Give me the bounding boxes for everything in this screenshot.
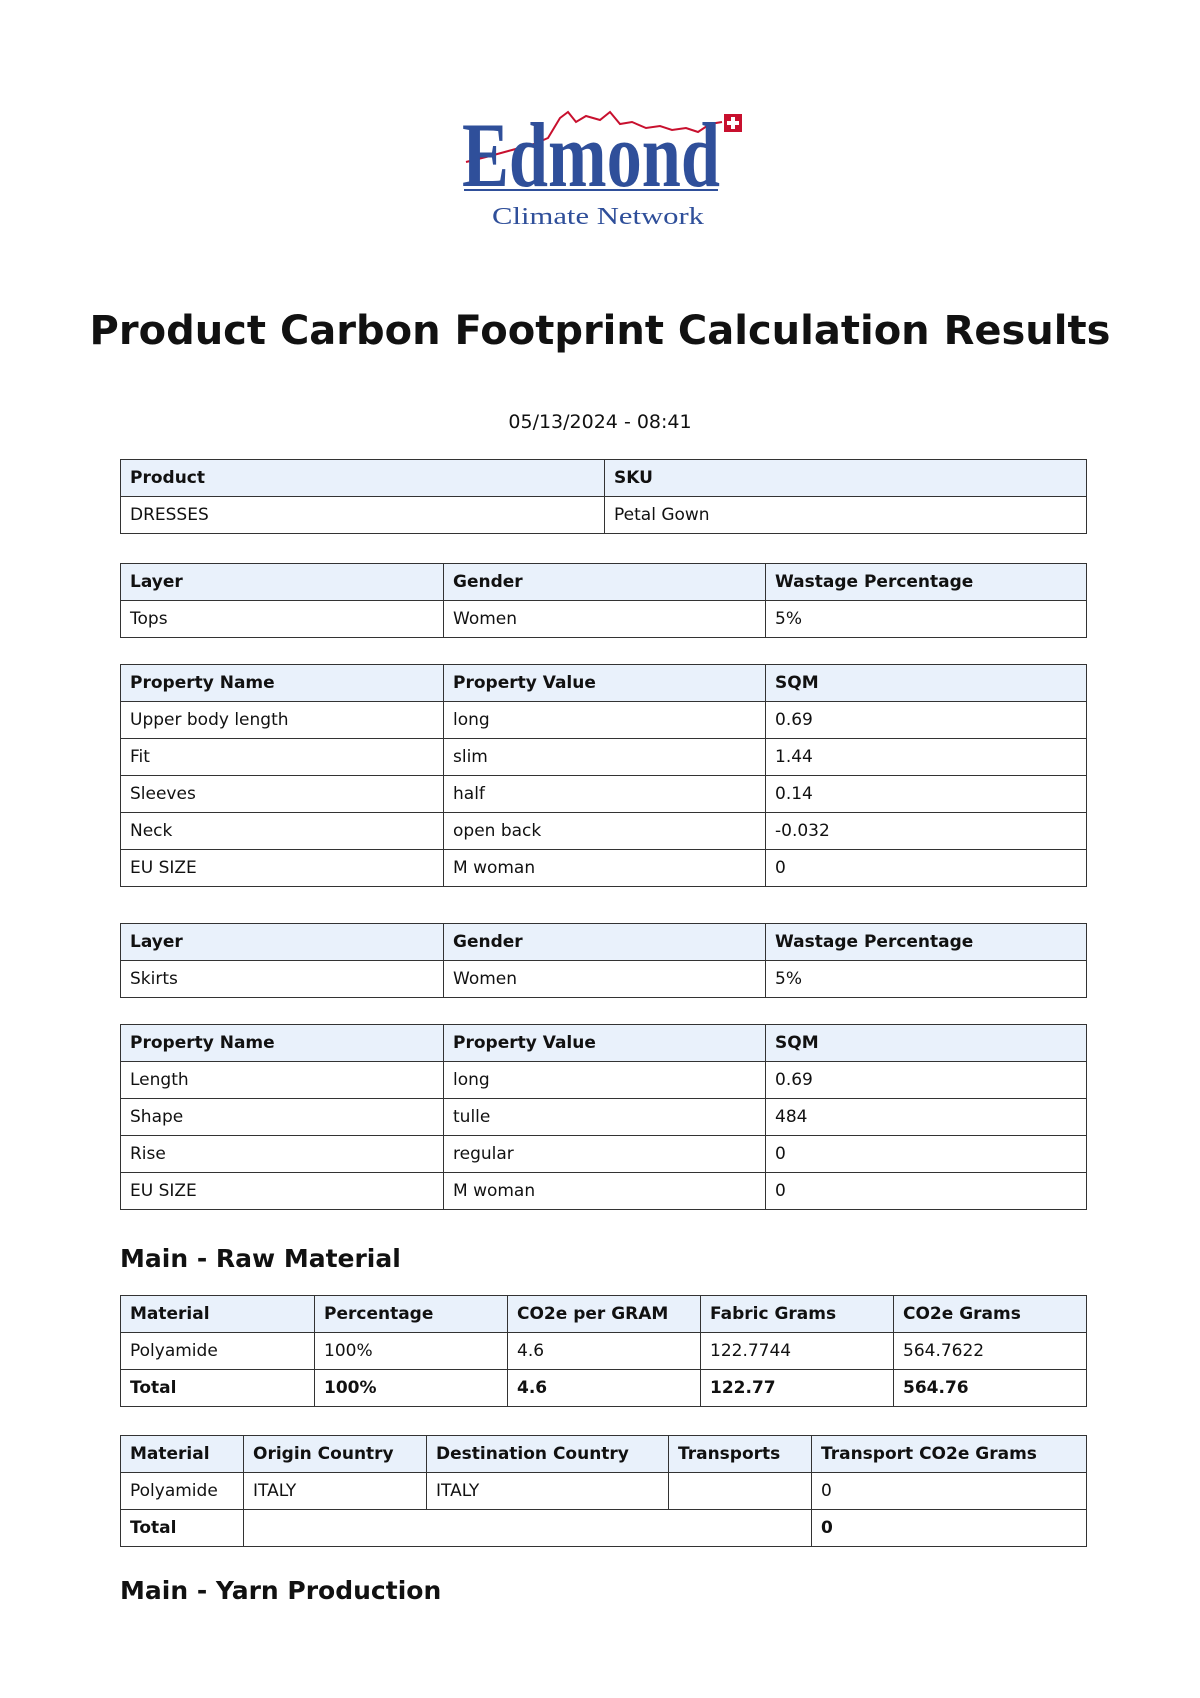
header-cell: Fabric Grams [701, 1296, 894, 1333]
header-cell: Transport CO2e Grams [812, 1436, 1087, 1473]
table-cell [669, 1473, 812, 1510]
table-cell: Fit [121, 739, 444, 776]
table-cell: Neck [121, 813, 444, 850]
table-row [121, 497, 1087, 534]
table-row [121, 1136, 1087, 1173]
layer-table [120, 923, 1087, 998]
table-cell: 4.6 [508, 1370, 701, 1407]
table-cell: M woman [444, 1173, 766, 1210]
header-cell: SKU [605, 460, 1087, 497]
header-cell: Transports [669, 1436, 812, 1473]
table-cell: EU SIZE [121, 850, 444, 887]
section-heading-raw-material: Main - Raw Material [120, 1244, 401, 1273]
header-cell: Property Name [121, 665, 444, 702]
table-cell: 0.14 [766, 776, 1087, 813]
table-cell: 100% [315, 1370, 508, 1407]
table-cell: Length [121, 1062, 444, 1099]
table-cell: 0.69 [766, 1062, 1087, 1099]
table-cell: -0.032 [766, 813, 1087, 850]
transport-table [120, 1435, 1087, 1547]
table-cell: Total [121, 1370, 315, 1407]
table-cell-empty [244, 1510, 812, 1547]
page-title: Product Carbon Footprint Calculation Results [89, 308, 1111, 354]
total-row [121, 1510, 1087, 1547]
table-row [121, 1173, 1087, 1210]
raw-material-table [120, 1295, 1087, 1407]
table-cell: Women [444, 961, 766, 998]
table-header-row [121, 1296, 1087, 1333]
table-header-row [121, 1436, 1087, 1473]
table-cell: half [444, 776, 766, 813]
table-cell: 0 [766, 850, 1087, 887]
table-row [121, 1062, 1087, 1099]
table-header-row [121, 1025, 1087, 1062]
table-cell: Shape [121, 1099, 444, 1136]
table-cell: 0 [812, 1510, 1087, 1547]
table-cell: DRESSES [121, 497, 605, 534]
header-cell: Material [121, 1296, 315, 1333]
table-cell: Polyamide [121, 1473, 244, 1510]
header-cell: Gender [444, 924, 766, 961]
header-cell: Product [121, 460, 605, 497]
table-cell: 4.6 [508, 1333, 701, 1370]
header-cell: Origin Country [244, 1436, 427, 1473]
header-cell: CO2e per GRAM [508, 1296, 701, 1333]
header-cell: Layer [121, 924, 444, 961]
table-row [121, 813, 1087, 850]
header-cell: Percentage [315, 1296, 508, 1333]
header-cell: Gender [444, 564, 766, 601]
table-cell: Total [121, 1510, 244, 1547]
table-row [121, 739, 1087, 776]
table-cell: tulle [444, 1099, 766, 1136]
table-cell: Rise [121, 1136, 444, 1173]
edmond-logo [460, 100, 750, 232]
header-cell: Material [121, 1436, 244, 1473]
table-cell: regular [444, 1136, 766, 1173]
table-cell: 0 [766, 1173, 1087, 1210]
table-row [121, 1333, 1087, 1370]
table-cell: 122.77 [701, 1370, 894, 1407]
table-cell: 0 [766, 1136, 1087, 1173]
table-cell: EU SIZE [121, 1173, 444, 1210]
header-cell: CO2e Grams [894, 1296, 1087, 1333]
table-cell: Upper body length [121, 702, 444, 739]
table-header-row [121, 665, 1087, 702]
table-cell: M woman [444, 850, 766, 887]
header-cell: SQM [766, 665, 1087, 702]
table-cell: 0 [812, 1473, 1087, 1510]
header-cell: Wastage Percentage [766, 924, 1087, 961]
logo-wordmark: Edmond [462, 104, 720, 206]
table-cell: long [444, 1062, 766, 1099]
table-cell: 5% [766, 601, 1087, 638]
table-cell: long [444, 702, 766, 739]
table-cell: 100% [315, 1333, 508, 1370]
table-header-row [121, 460, 1087, 497]
table-cell: 484 [766, 1099, 1087, 1136]
table-row [121, 601, 1087, 638]
table-row [121, 850, 1087, 887]
table-cell: Skirts [121, 961, 444, 998]
logo-tagline: Climate Network [492, 204, 704, 230]
table-cell: Sleeves [121, 776, 444, 813]
table-cell: 122.7744 [701, 1333, 894, 1370]
header-cell: Wastage Percentage [766, 564, 1087, 601]
header-cell: Property Value [444, 1025, 766, 1062]
table-header-row [121, 564, 1087, 601]
table-cell: Petal Gown [605, 497, 1087, 534]
table-cell: Polyamide [121, 1333, 315, 1370]
table-cell: 5% [766, 961, 1087, 998]
table-row [121, 961, 1087, 998]
layer-table [120, 563, 1087, 638]
table-header-row [121, 924, 1087, 961]
table-cell: Tops [121, 601, 444, 638]
table-cell: open back [444, 813, 766, 850]
header-cell: SQM [766, 1025, 1087, 1062]
header-cell: Layer [121, 564, 444, 601]
table-cell: Women [444, 601, 766, 638]
header-cell: Property Name [121, 1025, 444, 1062]
product-table [120, 459, 1087, 534]
header-cell: Destination Country [427, 1436, 669, 1473]
header-cell: Property Value [444, 665, 766, 702]
property-table [120, 1024, 1087, 1210]
table-row [121, 776, 1087, 813]
table-row [121, 1473, 1087, 1510]
table-cell: 1.44 [766, 739, 1087, 776]
table-row [121, 702, 1087, 739]
total-row [121, 1370, 1087, 1407]
table-cell: ITALY [427, 1473, 669, 1510]
table-row [121, 1099, 1087, 1136]
table-cell: slim [444, 739, 766, 776]
table-cell: 564.76 [894, 1370, 1087, 1407]
table-cell: 564.7622 [894, 1333, 1087, 1370]
table-cell: 0.69 [766, 702, 1087, 739]
table-cell: ITALY [244, 1473, 427, 1510]
report-datetime: 05/13/2024 - 08:41 [508, 411, 692, 433]
property-table [120, 664, 1087, 887]
section-heading-yarn-production: Main - Yarn Production [120, 1576, 442, 1605]
